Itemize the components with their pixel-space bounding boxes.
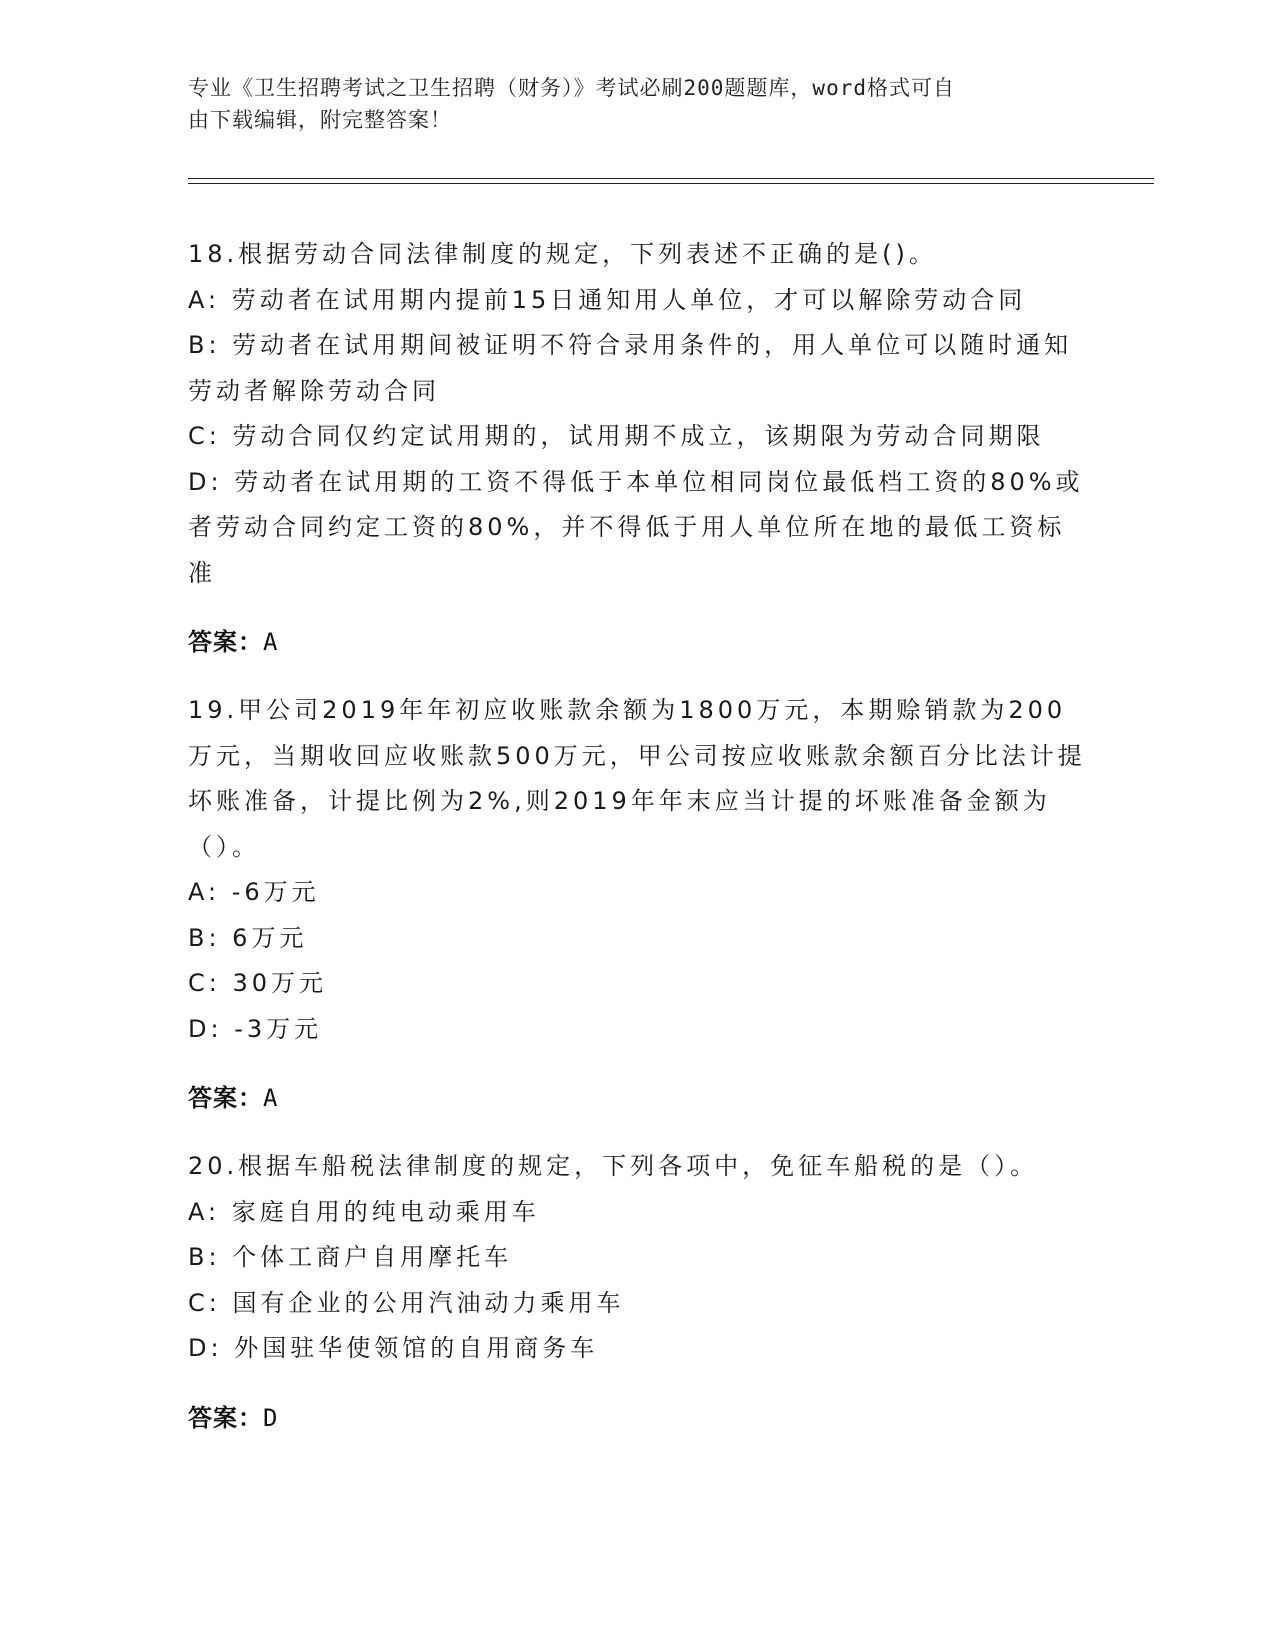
header-divider-top [188,178,1154,179]
question-19 [188,688,1088,1146]
option-d: D: 外国驻华使领馆的自用商务车 [188,1334,599,1362]
answer-label: 答案： [188,1084,263,1112]
option-d: D: 劳动者在试用期的工资不得低于本单位相同岗位最低档工资的80%或者劳动合同约定工资的80%，并不得低于用人单位所在地的最低工资标准 [188,467,1084,587]
option-a: A: 家庭自用的纯电动乘用车 [188,1197,540,1226]
answer-label: 答案： [188,1403,263,1432]
header-line-2: 由下载编辑，附完整答案！ [188,108,452,132]
question-20 [188,1144,1088,1465]
document-header [188,72,1068,136]
answer-line [188,620,1088,666]
question-stem: 19.甲公司2019年年初应收账款余额为1800万元，本期赊销款为200万元，当期收回应收账款500万元，甲公司按应收账款余额百分比法计提坏账准备，计提比例为2%,则2019年年末应当计提的坏账准备金额为（）。 [188,696,1086,861]
answer-line [188,1076,1088,1122]
option-b: B: 劳动者在试用期间被证明不符合录用条件的，用人单位可以随时通知劳动者解除劳动合同 [188,331,1073,405]
header-line-1: 专业《卫生招聘考试之卫生招聘（财务）》考试必刷200题题库，word格式可自 [188,76,955,100]
answer-line [188,1396,1088,1442]
option-d: D: -3万元 [188,1014,323,1043]
option-c: C: 国有企业的公用汽油动力乘用车 [188,1288,625,1317]
option-a: A: -6万元 [188,878,320,906]
header-divider-bottom [188,183,1154,184]
option-c: C: 30万元 [188,969,328,997]
answer-value: A [263,628,279,656]
option-c: C: 劳动合同仅约定试用期的，试用期不成立，该期限为劳动合同期限 [188,422,1045,450]
question-stem: 20.根据车船税法律制度的规定，下列各项中，免征车船税的是（）。 [188,1152,1039,1180]
question-stem: 18.根据劳动合同法律制度的规定，下列表述不正确的是()。 [188,240,937,268]
answer-value: A [263,1084,279,1112]
option-a: A: 劳动者在试用期内提前15日通知用人单位，才可以解除劳动合同 [188,285,1027,314]
option-b: B: 6万元 [188,923,308,952]
question-18 [188,232,1088,690]
answer-label: 答案： [188,628,263,656]
option-b: B: 个体工商户自用摩托车 [188,1243,513,1271]
answer-value: D [263,1403,279,1432]
